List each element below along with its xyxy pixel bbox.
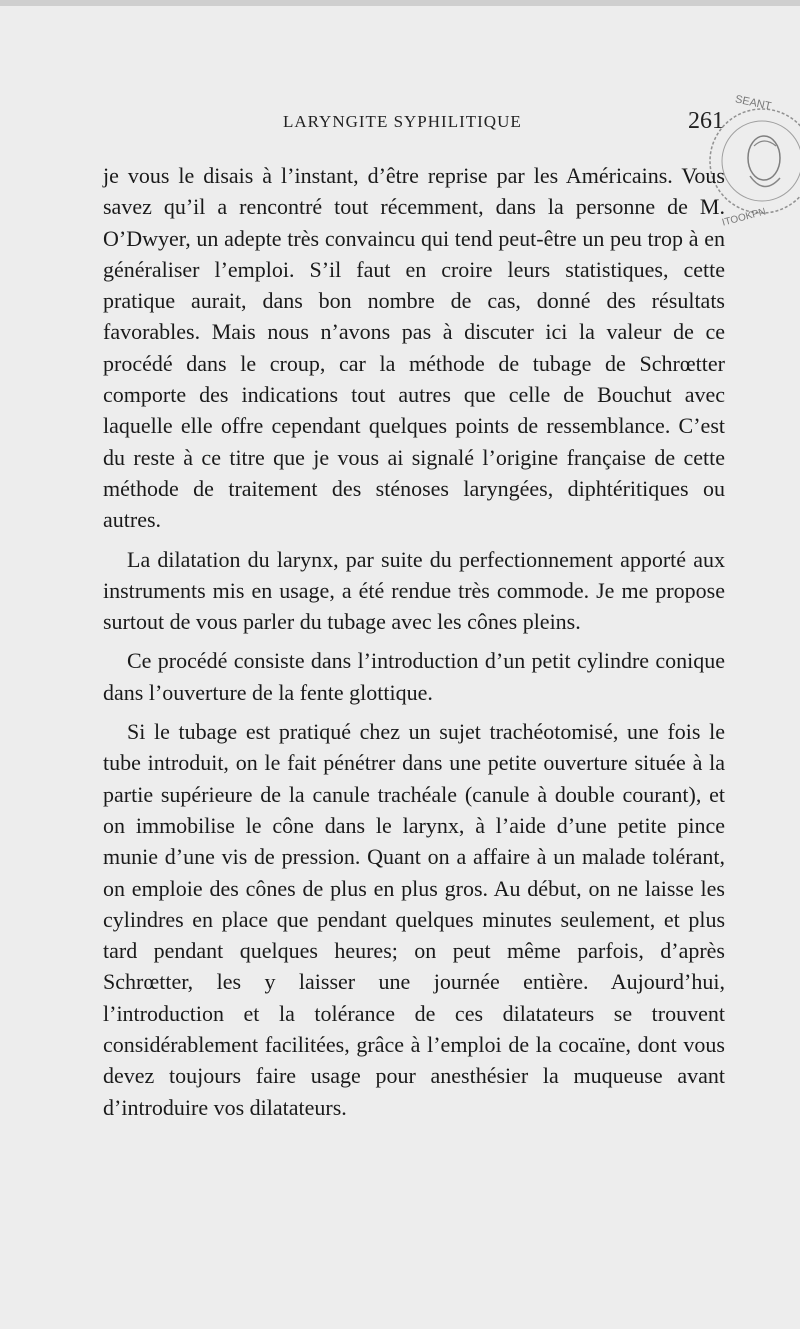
page-top-edge — [0, 0, 800, 6]
running-title: LARYNGITE SYPHILITIQUE — [283, 112, 522, 131]
running-header — [0, 108, 800, 142]
paragraph-4: Si le tubage est pratiqué chez un sujet trachéotomisé, une fois le tube introduit, on le fait pénétrer dans une petite ouverture située à la partie supérieure de la canule trachéale (canule à double courant), et on immobilise le cône dans le larynx, à l’aide d’une petite pince munie d’une vis de pression. Quant on a affaire à un malade tolérant, on emploie des cônes de plus en plus gros. Au début, on ne laisse les cylindres en place que pendant quelques minutes seulement, et plus tard pendant quelques heures; on peut même parfois, d’après Schrœtter, les y laisser une journée entière. Aujourd’hui, l’introduction et la tolérance de ces dilatateurs se trouvent considérablement facilitées, grâce à l’emploi de la cocaïne, dont vous devez toujours faire usage pour anesthésier la muqueuse avant d’introduire vos dilatateurs. — [103, 719, 725, 1120]
paragraph-3: Ce procédé consiste dans l’introduction d’un petit cylindre conique dans l’ouverture de la fente glottique. — [103, 648, 725, 705]
page-number: 261 — [688, 108, 724, 134]
stamp-text-bottom: ITOOKPN — [720, 206, 768, 229]
body-text — [103, 160, 725, 1131]
paragraph-1: je vous le disais à l’instant, d’être reprise par les Américains. Vous savez qu’il a rencontré tout récemment, dans la personne de M. O’Dwyer, un adepte très convaincu qui tend peut-être un peu trop à en généraliser l’emploi. S’il faut en croire leurs statistiques, cette pratique aurait, dans bon nombre de cas, donné des résultats favorables. Mais nous n’avons pas à discuter ici la valeur de ce procédé dans le croup, car la méthode de tubage de Schrœtter comporte des indications tout autres que celle de Bouchut avec laquelle elle offre cependant quelques points de ressemblance. C’est du reste à ce titre que je vous ai signalé l’origine française de cette méthode de traitement des sténoses laryngées, diphtéritiques ou autres. — [103, 163, 725, 533]
stamp-text-top: SEANT — [733, 93, 773, 113]
paragraph-2: La dilatation du larynx, par suite du perfectionnement apporté aux instruments mis en usage, a été rendue très commode. Je me propose surtout de vous parler du tubage avec les cônes pleins. — [103, 546, 725, 635]
